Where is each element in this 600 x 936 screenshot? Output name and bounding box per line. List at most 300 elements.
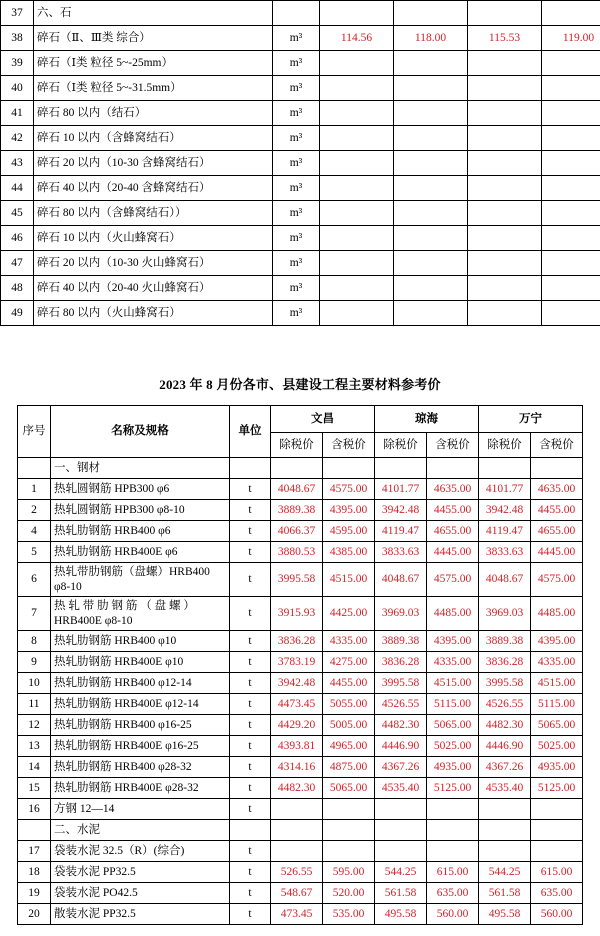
price-cell — [375, 820, 427, 841]
price-cell: 4335.00 — [531, 652, 583, 673]
unit-cell: t — [230, 500, 271, 521]
row-number: 37 — [1, 1, 34, 26]
price-cell — [394, 101, 468, 126]
unit-cell: m³ — [273, 126, 320, 151]
material-name: 袋装水泥 32.5（R）(综合) — [51, 841, 230, 862]
row-number: 16 — [18, 799, 51, 820]
price-cell: 3833.63 — [375, 542, 427, 563]
price-cell: 544.25 — [479, 862, 531, 883]
material-name: 热轧肋钢筋 HRB400 φ12-14 — [51, 673, 230, 694]
price-cell — [320, 51, 394, 76]
price-cell — [375, 799, 427, 820]
price-cell: 4048.67 — [375, 563, 427, 597]
unit-cell: m³ — [273, 201, 320, 226]
header-region-1: 琼海 — [375, 406, 479, 433]
price-cell — [531, 458, 583, 479]
table-row — [18, 521, 583, 542]
unit-cell: t — [230, 652, 271, 673]
price-cell: 4575.00 — [531, 563, 583, 597]
price-cell: 4595.00 — [323, 521, 375, 542]
price-cell — [542, 76, 600, 101]
price-cell: 4482.30 — [479, 715, 531, 736]
price-cell: 526.55 — [271, 862, 323, 883]
row-number: 5 — [18, 542, 51, 563]
price-cell: 4515.00 — [427, 673, 479, 694]
table-row — [18, 715, 583, 736]
price-cell — [479, 820, 531, 841]
table-row — [18, 631, 583, 652]
material-name: 热轧肋钢筋 HRB400E φ16-25 — [51, 736, 230, 757]
table-row — [1, 26, 600, 51]
material-name: 碎石 80 以内（结石） — [34, 101, 273, 126]
material-name: 碎石 40 以内（20-40 含蜂窝结石） — [34, 176, 273, 201]
subheader-ex-tax-2: 除税价 — [479, 433, 531, 458]
price-cell: 4515.00 — [323, 563, 375, 597]
price-cell: 5065.00 — [323, 778, 375, 799]
price-cell — [320, 176, 394, 201]
unit-cell: t — [230, 904, 271, 925]
row-number: 14 — [18, 757, 51, 778]
price-cell: 4485.00 — [531, 597, 583, 631]
price-cell — [468, 51, 542, 76]
price-cell — [271, 458, 323, 479]
price-cell — [468, 226, 542, 251]
header-unit: 单位 — [230, 406, 271, 458]
row-number: 11 — [18, 694, 51, 715]
price-cell: 3995.58 — [271, 563, 323, 597]
table-row — [18, 820, 583, 841]
price-cell: 3995.58 — [375, 673, 427, 694]
section-heading: 一、钢材 — [51, 458, 230, 479]
price-cell — [468, 1, 542, 26]
price-cell — [394, 276, 468, 301]
table-row — [18, 757, 583, 778]
price-cell: 4367.26 — [479, 757, 531, 778]
unit-cell: m³ — [273, 76, 320, 101]
row-number: 20 — [18, 904, 51, 925]
price-cell: 4515.00 — [531, 673, 583, 694]
price-cell: 3889.38 — [271, 500, 323, 521]
row-number: 12 — [18, 715, 51, 736]
material-name: 碎石 80 以内（火山蜂窝石） — [34, 301, 273, 326]
price-cell: 4446.90 — [375, 736, 427, 757]
unit-cell: m³ — [273, 251, 320, 276]
materials-price-table — [17, 405, 583, 925]
table-row — [18, 694, 583, 715]
price-cell — [542, 176, 600, 201]
price-cell: 4473.45 — [271, 694, 323, 715]
table-row — [1, 201, 600, 226]
price-cell: 561.58 — [375, 883, 427, 904]
price-cell: 3942.48 — [375, 500, 427, 521]
price-cell — [542, 51, 600, 76]
price-cell — [542, 251, 600, 276]
price-cell — [427, 820, 479, 841]
header-no: 序号 — [18, 406, 51, 458]
table-row — [18, 883, 583, 904]
unit-cell: m³ — [273, 101, 320, 126]
row-number: 19 — [18, 883, 51, 904]
price-cell — [468, 126, 542, 151]
row-number: 9 — [18, 652, 51, 673]
material-name: 碎石（Ⅰ类 粒径 5~-25mm） — [34, 51, 273, 76]
price-cell — [323, 841, 375, 862]
price-cell: 635.00 — [427, 883, 479, 904]
table-row — [1, 1, 600, 26]
price-cell: 4119.47 — [479, 521, 531, 542]
price-cell — [531, 799, 583, 820]
unit-cell: t — [230, 673, 271, 694]
price-cell: 4455.00 — [531, 500, 583, 521]
price-cell: 560.00 — [531, 904, 583, 925]
unit-cell — [273, 1, 320, 26]
material-name: 袋装水泥 PO42.5 — [51, 883, 230, 904]
price-cell: 5025.00 — [427, 736, 479, 757]
price-cell: 4575.00 — [323, 479, 375, 500]
unit-cell: m³ — [273, 26, 320, 51]
row-number: 2 — [18, 500, 51, 521]
unit-cell: t — [230, 597, 271, 631]
material-name: 热轧圆钢筋 HPB300 φ6 — [51, 479, 230, 500]
row-number: 42 — [1, 126, 34, 151]
material-name: 热轧肋钢筋 HRB400E φ6 — [51, 542, 230, 563]
table-row — [18, 862, 583, 883]
price-cell — [479, 458, 531, 479]
price-cell: 4395.00 — [531, 631, 583, 652]
price-cell — [323, 799, 375, 820]
price-cell: 3836.28 — [271, 631, 323, 652]
price-cell: 4935.00 — [427, 757, 479, 778]
unit-cell: t — [230, 694, 271, 715]
price-cell: 5115.00 — [427, 694, 479, 715]
row-number: 45 — [1, 201, 34, 226]
price-cell — [542, 226, 600, 251]
price-cell: 4425.00 — [323, 597, 375, 631]
price-cell — [468, 151, 542, 176]
unit-cell: t — [230, 479, 271, 500]
price-cell: 495.58 — [479, 904, 531, 925]
material-name: 热轧肋钢筋 HRB400 φ28-32 — [51, 757, 230, 778]
row-number: 44 — [1, 176, 34, 201]
table-header-row — [18, 406, 583, 433]
price-cell: 4393.81 — [271, 736, 323, 757]
unit-cell: t — [230, 778, 271, 799]
unit-cell: m³ — [273, 176, 320, 201]
unit-cell — [230, 820, 271, 841]
subheader-inc-tax-1: 含税价 — [427, 433, 479, 458]
price-cell — [479, 799, 531, 820]
row-number: 47 — [1, 251, 34, 276]
material-name: 袋装水泥 PP32.5 — [51, 862, 230, 883]
price-cell: 4048.67 — [479, 563, 531, 597]
price-cell — [320, 151, 394, 176]
table-row — [18, 563, 583, 597]
subheader-ex-tax-0: 除税价 — [271, 433, 323, 458]
unit-cell: m³ — [273, 301, 320, 326]
table-row — [1, 301, 600, 326]
price-cell: 3836.28 — [375, 652, 427, 673]
price-cell — [394, 226, 468, 251]
table-row — [18, 799, 583, 820]
row-number: 7 — [18, 597, 51, 631]
price-cell — [323, 820, 375, 841]
material-name: 热 轧 带 肋 钢 筋 （ 盘 螺 ） HRB400E φ8-10 — [51, 597, 230, 631]
unit-cell: t — [230, 715, 271, 736]
unit-cell: t — [230, 542, 271, 563]
price-cell: 615.00 — [427, 862, 479, 883]
price-cell: 4482.30 — [271, 778, 323, 799]
price-cell: 4485.00 — [427, 597, 479, 631]
price-cell: 3942.48 — [271, 673, 323, 694]
table-row — [1, 276, 600, 301]
stone-table-body — [1, 1, 600, 326]
table-row — [18, 458, 583, 479]
unit-cell: t — [230, 563, 271, 597]
price-cell: 495.58 — [375, 904, 427, 925]
unit-cell: t — [230, 757, 271, 778]
price-cell — [394, 301, 468, 326]
price-cell: 635.00 — [531, 883, 583, 904]
price-cell: 4367.26 — [375, 757, 427, 778]
price-cell — [271, 841, 323, 862]
price-cell: 4101.77 — [479, 479, 531, 500]
table-row — [18, 778, 583, 799]
row-number: 40 — [1, 76, 34, 101]
material-name: 热轧肋钢筋 HRB400 φ6 — [51, 521, 230, 542]
price-cell — [320, 76, 394, 101]
row-number: 13 — [18, 736, 51, 757]
page-title: 2023 年 8 月份各市、县建设工程主要材料参考价 — [159, 377, 441, 392]
material-name: 碎石 10 以内（含蜂窝结石） — [34, 126, 273, 151]
table-row — [1, 176, 600, 201]
material-name: 碎石（Ⅱ、Ⅲ类 综合） — [34, 26, 273, 51]
price-cell: 4335.00 — [427, 652, 479, 673]
price-cell — [479, 841, 531, 862]
row-number: 41 — [1, 101, 34, 126]
price-cell: 4395.00 — [427, 631, 479, 652]
unit-cell: m³ — [273, 151, 320, 176]
material-name: 方钢 12—14 — [51, 799, 230, 820]
price-cell: 3969.03 — [375, 597, 427, 631]
section-heading: 六、石 — [34, 1, 273, 26]
material-name: 热轧肋钢筋 HRB400E φ28-32 — [51, 778, 230, 799]
price-cell: 560.00 — [427, 904, 479, 925]
table-row — [1, 226, 600, 251]
price-cell — [323, 458, 375, 479]
price-cell: 4482.30 — [375, 715, 427, 736]
price-cell: 114.56 — [320, 26, 394, 51]
price-cell — [394, 1, 468, 26]
material-name: 碎石 40 以内（20-40 火山蜂窝石） — [34, 276, 273, 301]
row-number: 17 — [18, 841, 51, 862]
price-cell: 3889.38 — [479, 631, 531, 652]
price-cell: 4445.00 — [531, 542, 583, 563]
table-row — [18, 500, 583, 521]
header-name: 名称及规格 — [51, 406, 230, 458]
price-cell — [468, 276, 542, 301]
price-cell: 5025.00 — [531, 736, 583, 757]
section-heading: 二、水泥 — [51, 820, 230, 841]
price-cell — [468, 101, 542, 126]
header-region-0: 文昌 — [271, 406, 375, 433]
row-number — [18, 458, 51, 479]
unit-cell: m³ — [273, 51, 320, 76]
price-cell: 4655.00 — [427, 521, 479, 542]
price-cell: 5005.00 — [323, 715, 375, 736]
table-row — [1, 151, 600, 176]
material-name: 热轧肋钢筋 HRB400E φ12-14 — [51, 694, 230, 715]
subheader-inc-tax-2: 含税价 — [531, 433, 583, 458]
price-cell — [320, 101, 394, 126]
row-number — [18, 820, 51, 841]
price-cell: 3783.19 — [271, 652, 323, 673]
price-cell — [320, 251, 394, 276]
price-cell: 615.00 — [531, 862, 583, 883]
price-cell — [427, 458, 479, 479]
price-cell: 3995.58 — [479, 673, 531, 694]
price-cell: 4535.40 — [375, 778, 427, 799]
price-cell — [542, 101, 600, 126]
price-cell: 115.53 — [468, 26, 542, 51]
price-cell — [394, 151, 468, 176]
price-cell — [542, 201, 600, 226]
unit-cell: t — [230, 736, 271, 757]
price-cell: 5055.00 — [323, 694, 375, 715]
row-number: 15 — [18, 778, 51, 799]
price-cell: 3915.93 — [271, 597, 323, 631]
table-row — [18, 673, 583, 694]
material-name: 热轧圆钢筋 HPB300 φ8-10 — [51, 500, 230, 521]
price-cell: 548.67 — [271, 883, 323, 904]
price-cell: 4119.47 — [375, 521, 427, 542]
price-cell: 3880.53 — [271, 542, 323, 563]
price-cell: 4445.00 — [427, 542, 479, 563]
price-cell — [542, 301, 600, 326]
price-cell: 119.00 — [542, 26, 600, 51]
unit-cell: m³ — [273, 276, 320, 301]
table-row — [18, 904, 583, 925]
unit-cell: t — [230, 862, 271, 883]
price-cell: 118.00 — [394, 26, 468, 51]
price-cell — [375, 841, 427, 862]
price-cell — [468, 76, 542, 101]
price-cell: 4535.40 — [479, 778, 531, 799]
price-cell — [320, 1, 394, 26]
material-name: 碎石 20 以内（10-30 含蜂窝结石） — [34, 151, 273, 176]
price-cell: 561.58 — [479, 883, 531, 904]
price-cell — [427, 799, 479, 820]
price-cell: 3889.38 — [375, 631, 427, 652]
material-name: 热轧带肋钢筋（盘螺）HRB400 φ8-10 — [51, 563, 230, 597]
price-cell — [468, 301, 542, 326]
price-cell — [427, 841, 479, 862]
price-cell: 4048.67 — [271, 479, 323, 500]
subheader-inc-tax-0: 含税价 — [323, 433, 375, 458]
price-cell — [531, 820, 583, 841]
row-number: 8 — [18, 631, 51, 652]
row-number: 46 — [1, 226, 34, 251]
unit-cell: m³ — [273, 226, 320, 251]
unit-cell: t — [230, 883, 271, 904]
price-cell: 3836.28 — [479, 652, 531, 673]
price-cell: 3833.63 — [479, 542, 531, 563]
price-cell — [542, 151, 600, 176]
price-cell — [542, 126, 600, 151]
price-cell — [394, 176, 468, 201]
price-cell — [394, 51, 468, 76]
price-cell: 4965.00 — [323, 736, 375, 757]
row-number: 39 — [1, 51, 34, 76]
unit-cell: t — [230, 799, 271, 820]
price-cell: 4526.55 — [375, 694, 427, 715]
unit-cell — [230, 458, 271, 479]
material-name: 碎石（Ⅰ类 粒径 5~-31.5mm） — [34, 76, 273, 101]
table-row — [1, 101, 600, 126]
material-name: 碎石 20 以内（10-30 火山蜂窝石） — [34, 251, 273, 276]
price-cell — [320, 226, 394, 251]
price-cell: 473.45 — [271, 904, 323, 925]
table-row — [18, 542, 583, 563]
row-number: 48 — [1, 276, 34, 301]
price-cell — [394, 251, 468, 276]
price-cell — [394, 126, 468, 151]
price-cell: 544.25 — [375, 862, 427, 883]
material-name: 热轧肋钢筋 HRB400 φ16-25 — [51, 715, 230, 736]
price-cell — [320, 201, 394, 226]
row-number: 43 — [1, 151, 34, 176]
subheader-ex-tax-1: 除税价 — [375, 433, 427, 458]
price-cell: 4446.90 — [479, 736, 531, 757]
price-cell — [468, 176, 542, 201]
price-cell: 4455.00 — [427, 500, 479, 521]
price-cell: 535.00 — [323, 904, 375, 925]
price-cell — [394, 76, 468, 101]
price-cell: 4935.00 — [531, 757, 583, 778]
table-row — [18, 736, 583, 757]
header-region-2: 万宁 — [479, 406, 583, 433]
materials-table-head — [18, 406, 583, 458]
price-cell — [271, 820, 323, 841]
price-cell: 4275.00 — [323, 652, 375, 673]
material-name: 热轧肋钢筋 HRB400E φ10 — [51, 652, 230, 673]
price-cell: 4066.37 — [271, 521, 323, 542]
stone-materials-table — [0, 0, 600, 326]
price-cell — [271, 799, 323, 820]
material-name: 碎石 80 以内（含蜂窝结石）） — [34, 201, 273, 226]
price-cell: 4429.20 — [271, 715, 323, 736]
price-cell: 4575.00 — [427, 563, 479, 597]
row-number: 38 — [1, 26, 34, 51]
material-name: 散装水泥 PP32.5 — [51, 904, 230, 925]
price-cell: 4635.00 — [427, 479, 479, 500]
price-cell: 4526.55 — [479, 694, 531, 715]
row-number: 18 — [18, 862, 51, 883]
price-cell — [542, 1, 600, 26]
price-cell: 5125.00 — [531, 778, 583, 799]
price-cell: 4335.00 — [323, 631, 375, 652]
price-cell: 5065.00 — [531, 715, 583, 736]
row-number: 4 — [18, 521, 51, 542]
material-name: 碎石 10 以内（火山蜂窝石） — [34, 226, 273, 251]
table-row — [1, 51, 600, 76]
price-cell: 4101.77 — [375, 479, 427, 500]
table-row — [1, 76, 600, 101]
price-cell: 4455.00 — [323, 673, 375, 694]
price-cell: 4385.00 — [323, 542, 375, 563]
table-row — [18, 479, 583, 500]
unit-cell: t — [230, 841, 271, 862]
row-number: 49 — [1, 301, 34, 326]
